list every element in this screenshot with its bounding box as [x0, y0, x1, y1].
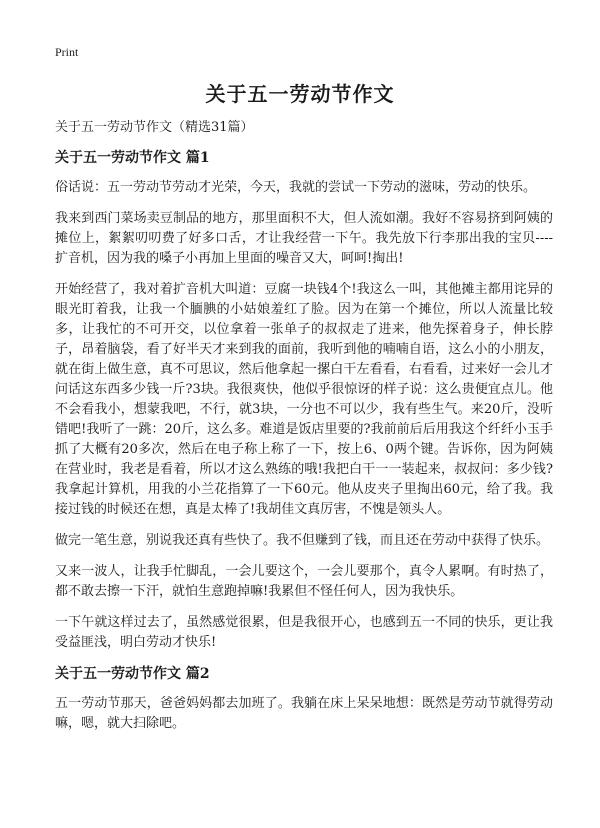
section-heading: 关于五一劳动节作文 篇2 — [55, 666, 210, 682]
document-title: 关于五一劳动节作文 — [205, 82, 395, 106]
paragraph: 又来一波人，让我手忙脚乱，一会儿要这个，一会儿要那个，真令人累啊。有时热了，都不敢去擦一下汗，就怕生意跑掉嘛!我累但不怪任何人，因为我快乐。 — [55, 564, 553, 599]
paragraph: 开始经营了，我对着扩音机大叫道：豆腐一块钱4个!我这么一叫，其他摊主都用诧异的眼光盯着我，让我一个腼腆的小姑娘羞红了脸。因为在第一个摊位，所以人流量比较多，让我忙的不可开交，以位拿着一张单子的叔叔走了进来，他先探着身子，伸长脖子，昂着脑袋，看了好半天才来到我的面前，我听到他的喃喃自语，这么小的小朋友，就在街上做生意，真不可思议，然后他拿起一摞白干左看看，右看看，过来好一会儿才问话这东西多少钱一斤?3块。我很爽快，他似乎很惊讶的样子说：这么贵便宜点儿。他不会看我小，想蒙我吧，不行，就3块，一分也不可以少，我有些生气。来20斤，没听错吧!我听了一跳：20斤，这么多。难道是饭店里要的?我前前后后用我这个纤纤小玉手抓了大概有20多次，然后在电子称上称了一下，按上6、0两个键。告诉你，因为阿姨在营业时，我老是看着，所以才这么熟练的哦!我把白干一一装起来，叔叔问：多少钱?我拿起计算机，用我的小兰花指算了一下60元。他从皮夹子里掏出60元，给了我。我接过钱的时候还在想，真是太棒了!我胡佳文真厉害，不愧是领头人。 — [55, 282, 553, 517]
paragraph: 一下午就这样过去了，虽然感觉很累，但是我很开心，也感到五一不同的快乐，更让我受益匪浅，明白劳动才快乐! — [55, 615, 553, 650]
document-subtitle: 关于五一劳动节作文（精选31篇） — [55, 120, 254, 135]
paragraph: 五一劳动节那天，爸爸妈妈都去加班了。我躺在床上呆呆地想：既然是劳动节就得劳动嘛，嗯，就大扫除吧。 — [55, 696, 553, 731]
print-link[interactable]: Print — [55, 45, 79, 59]
paragraph: 做完一笔生意，别说我还真有些快了。我不但赚到了钱，而且还在劳动中获得了快乐。 — [55, 533, 550, 548]
paragraph: 我来到西门菜场卖豆制品的地方，那里面积不大，但人流如潮。我好不容易挤到阿姨的摊位上，絮絮叨叨费了好多口舌，才让我经营一下午。我先放下行李那出我的宝贝----扩音机，因为我的嗓子小再加上里面的噪音又大，呵呵!掏出! — [55, 211, 553, 266]
section-heading: 关于五一劳动节作文 篇1 — [55, 150, 210, 166]
article-body — [55, 118, 553, 745]
paragraph: 俗话说：五一劳动节劳动才光荣，今天，我就的尝试一下劳动的滋味，劳动的快乐。 — [55, 180, 537, 195]
